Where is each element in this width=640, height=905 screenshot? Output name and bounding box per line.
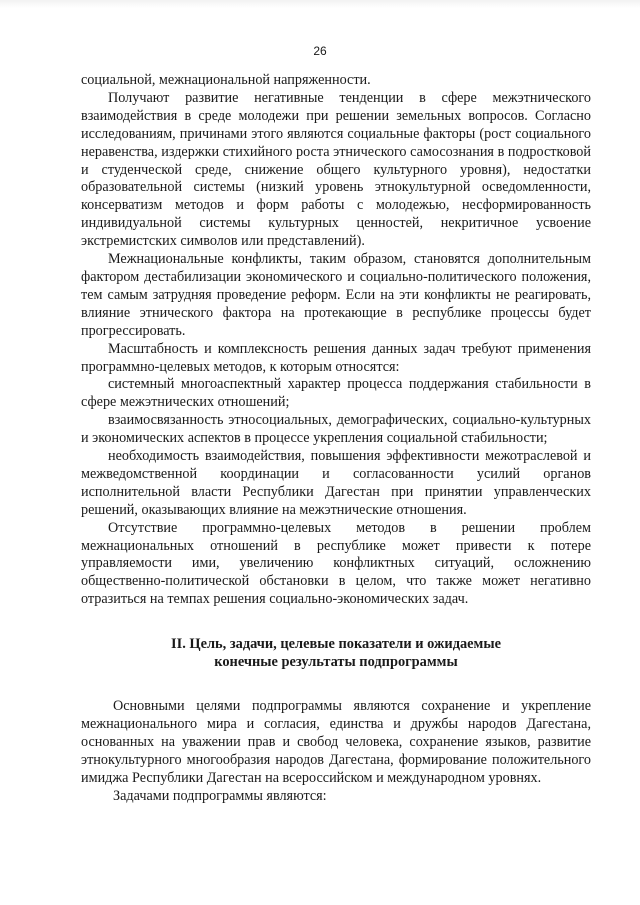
paragraph: Межнациональные конфликты, таким образом, становятся дополнительным фактором дестабилизации экономического и социально-политического положения, тем самым затрудняя проведение реформ. Если на эти конфликты не реагировать, влияние этнического фактора на протекающие в республике процессы будет прогрессировать. [81, 251, 591, 339]
section-heading-line: конечные результаты подпрограммы [214, 654, 458, 671]
paragraph: социальной, межнациональной напряженности. [81, 72, 371, 88]
paragraph: Основными целями подпрограммы являются сохранение и укрепление межнационального мира и согласия, единства и дружбы народов Дагестана, основанных на уважении прав и свобод человека, сохранение языков, развитие этнокультурного многообразия народов Дагестана, формирование положительного имиджа Республики Дагестан на всероссийском и международном уровнях. [81, 698, 591, 786]
section-heading-line: II. Цель, задачи, целевые показатели и ожидаемые [171, 636, 501, 653]
paragraph: Масштабность и комплексность решения данных задач требуют применения программно-целевых методов, к которым относятся: [81, 340, 591, 375]
paragraph: Получают развитие негативные тенденции в сфере межэтнического взаимодействия в среде молодежи при решении земельных вопросов. Согласно исследованиям, причинами этого являются социальные факторы (рост социального неравенства, издержки стихийного роста этнического самосознания в подростковой и студенческой среде, снижение общего культурного уровня), недостатки образовательной системы (низкий уровень этнокультурной осведомленности, консерватизм методов и форм работы с молодежью, несформированность индивидуальной системы культурных ценностей, некритичное усвоение экстремистских символов или представлений). [81, 89, 591, 250]
list-item: системный многоаспектный характер процесса поддержания стабильности в сфере межэтнических отношений; [81, 376, 591, 411]
document-body [81, 72, 591, 806]
paragraph: Отсутствие программно-целевых методов в решении проблем межнациональных отношений в республике может привести к потере управляемости ими, увеличению конфликтных ситуаций, осложнению общественно-политической обстановки в целом, что также может негативно отразиться на темпах решения социально-экономических задач. [81, 519, 591, 608]
list-item: необходимость взаимодействия, повышения эффективности межотраслевой и межведомственной координации и согласованности усилий органов исполнительной власти Республики Дагестан при принятии управленческих решений, оказывающих влияние на межэтнические отношения. [81, 448, 591, 518]
paragraph: Задачами подпрограммы являются: [113, 787, 327, 804]
list-item: взаимосвязанность этносоциальных, демографических, социально-культурных и экономических аспектов в процессе укрепления социальной стабильности; [81, 412, 591, 447]
scan-edge [0, 0, 640, 8]
page-number: 26 [313, 44, 327, 58]
section-heading [81, 635, 591, 671]
